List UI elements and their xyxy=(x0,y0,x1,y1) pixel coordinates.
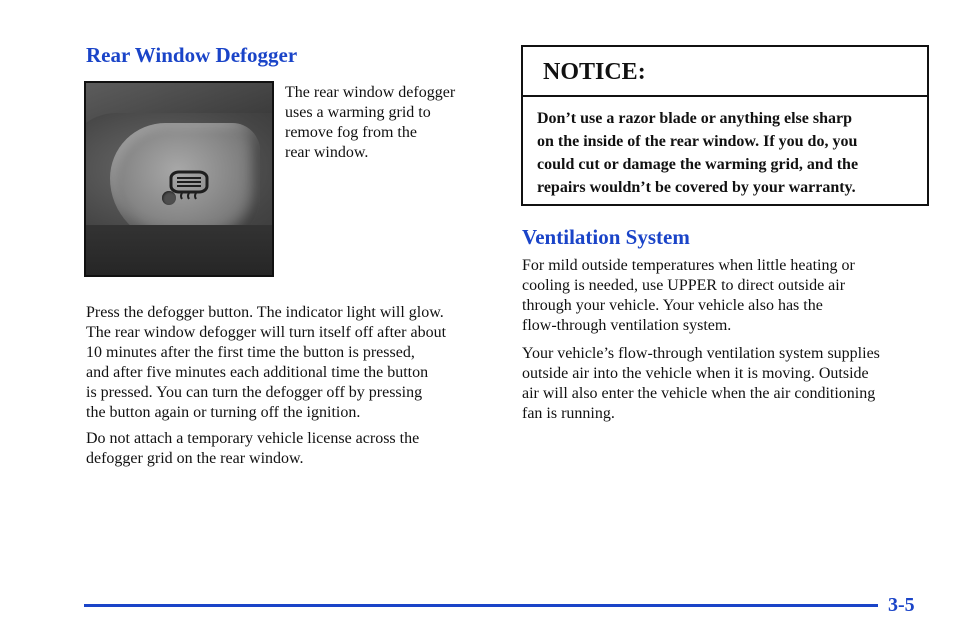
section-heading-rear-window-defogger: Rear Window Defogger xyxy=(86,43,298,67)
lower-trim xyxy=(86,225,272,275)
page-number: 3-5 xyxy=(888,594,915,616)
footer-rule xyxy=(84,604,878,607)
defogger-instructions-paragraph: Press the defogger button. The indicator light will glow. The rear window defogger will turn itself off after about 10 minutes after the first time the button is pressed, and after five minutes each additional time the button is pressed. You can turn the defogger off by pressing the button again or turning off the ignition. xyxy=(86,304,447,421)
section-heading-ventilation-system: Ventilation System xyxy=(522,225,690,249)
notice-title: NOTICE: xyxy=(523,47,927,97)
defogger-side-caption: The rear window defogger uses a warming grid to remove fog from the rear window. xyxy=(285,84,456,161)
license-warning-paragraph: Do not attach a temporary vehicle license across the defogger grid on the rear window. xyxy=(86,430,420,467)
ventilation-paragraph-1: For mild outside temperatures when little heating or cooling is needed, use UPPER to direct outside air through your vehicle. Your vehicle also has the flow-through ventilation system. xyxy=(522,257,855,334)
notice-body: Don’t use a razor blade or anything else sharp on the inside of the rear window. If you do, you could cut or damage the warming grid, and the repairs wouldn’t be covered by your warranty. xyxy=(537,110,859,196)
defogger-button-photo xyxy=(84,81,274,277)
notice-box xyxy=(521,45,929,206)
rear-defogger-icon xyxy=(168,169,212,203)
ventilation-paragraph-2: Your vehicle’s flow-through ventilation system supplies outside air into the vehicle when it is moving. Outside air will also enter the vehicle when the air conditioning fan is running. xyxy=(522,345,880,422)
